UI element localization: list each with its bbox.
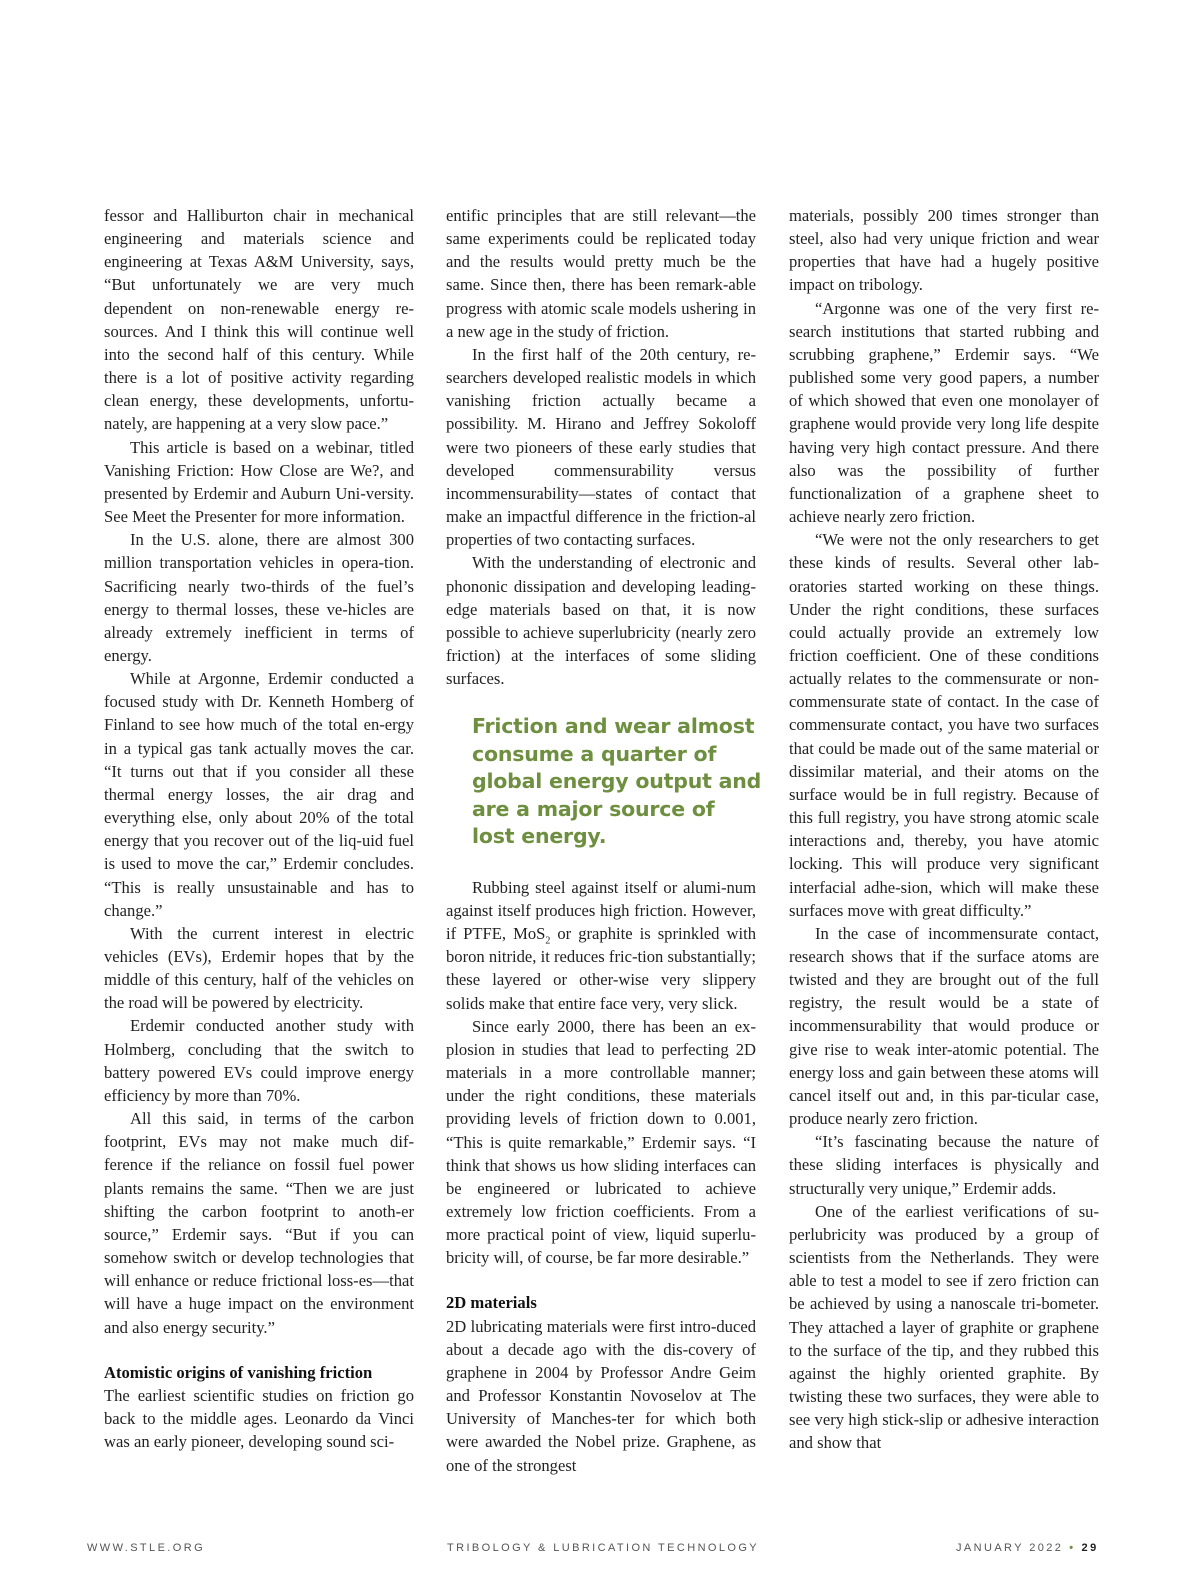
footer-website: WWW.STLE.ORG [87,1542,206,1554]
footer-publication: TRIBOLOGY & LUBRICATION TECHNOLOGY [447,1542,760,1554]
subscript: 2 [545,935,551,947]
paragraph: The earliest scientific studies on friction go back to the middle ages. Leonardo da Vinci was an early pioneer, developing sound sci- [104,1385,414,1452]
paragraph: entific principles that are still relevant—the same experiments could be replicated today and the results would pretty much be the same. Since then, there has been remark-able progress with atomic scale models ushering in a new age in the study of friction. [446,206,756,341]
paragraph: This article is based on a webinar, titled Vanishing Friction: How Close are We?, and presented by Erdemir and Auburn Uni-versity. See Meet the Presenter for more information. [104,437,414,527]
paragraph: Erdemir conducted another study with Holmberg, concluding that the switch to battery powered EVs could improve energy efficiency by more than 70%. [104,1016,414,1105]
paragraph: In the case of incommensurate contact, research shows that if the surface atoms are twisted and they are brought out of the full registry, the result would be a state of incommensurability that would produce or give rise to weak inter-atomic potential. The energy loss and gain between these atoms will cancel itself out and, in this par-ticular case, produce nearly zero friction. [789,923,1099,1129]
paragraph: 2D lubricating materials were first intro-duced about a decade ago with the dis-covery of graphene in 2004 by Professor Andre Geim and Professor Konstantin Novoselov at The University of Manches-ter for which both were awarded the Nobel prize. Graphene, as one of the strongest [446,1316,756,1475]
paragraph: In the U.S. alone, there are almost 300 million transportation vehicles in opera-tion. Sacrificing nearly two-thirds of the fuel’s energy to thermal losses, these ve-hicles are already extremely inefficient in terms of energy. [104,530,414,665]
paragraph: “We were not the only researchers to get these kinds of results. Several other lab-oratories started working on these things. Under the right conditions, these surfaces could actually provide an extremely low friction coefficient. One of these conditions actually relates to the commensurate or non-commensurate state of contact. In the case of commensurate contact, you have two surfaces that could be made out of the same material or dissimilar material, and their atoms on the surface would be in full registry. Because of this full registry, you have strong atomic scale interactions and, thereby, you have atomic locking. This will produce very significant interfacial adhe-sion, which will make these surfaces move with great difficulty.” [789,530,1099,920]
footer-date: JANUARY 2022 [956,1542,1064,1554]
footer-date-page [956,1542,1099,1554]
section-heading: Atomistic origins of vanishing friction [104,1362,373,1382]
section-heading: 2D materials [446,1293,537,1313]
article-column-2 [446,204,762,1477]
footer-separator: • [1069,1542,1076,1554]
paragraph: Since early 2000, there has been an ex-plosion in studies that lead to perfecting 2D materials in a more controllable manner; under the right conditions, these materials providing levels of friction down to 0.001, “This is quite remarkable,” Erdemir says. “I think that shows us how sliding interfaces can be engineered or lubricated to achieve extremely low friction coefficients. From a more practical point of view, liquid superlu-bricity will, of course, be far more desirable.” [446,1016,756,1268]
paragraph: While at Argonne, Erdemir conducted a focused study with Dr. Kenneth Homberg of Finland to see how much of the total en-ergy in a typical gas tank actually moves the car. “It turns out that if you consider all these thermal energy losses, the air drag and everything else, only about 20% of the total energy that you recover out of the liq-uid fuel is used to move the car,” Erdemir concludes. “This is really unsustainable and has to change.” [104,669,414,920]
paragraph: All this said, in terms of the carbon footprint, EVs may not make much dif-ference if the reliance on fossil fuel power plants remains the same. “Then we are just shifting the carbon footprint to anoth-er source,” Erdemir says. “But if you can somehow switch or develop technologies that will enhance or reduce frictional loss-es—that will have a huge impact on the environment and also energy security.” [104,1109,414,1337]
paragraph: materials, possibly 200 times stronger than steel, also had very unique friction and wear properties that have had a hugely positive impact on tribology. [789,206,1099,295]
page-number: 29 [1081,1542,1099,1554]
paragraph: fessor and Halliburton chair in mechanical engineering and materials science and engineering at Texas A&M University, says, “But unfortunately we are very much dependent on non-renewable energy re-sources. And I think this will continue well into the second half of this century. While there is a lot of positive activity regarding clean energy, these developments, unfortu-nately, are happening at a very slow pace.” [104,206,414,434]
paragraph-text: or graphite is sprinkled with boron nitride, it reduces fric-tion substantially; these layered or other-wise very slippery solids make that entire face very, very slick. [446,924,757,1013]
pull-quote: Friction and wear almost consume a quarter of global energy output and are a major source of lost energy. [472,714,762,849]
paragraph: With the current interest in electric vehicles (EVs), Erdemir hopes that by the middle of this century, half of the vehicles on the road will be powered by electricity. [104,923,414,1013]
article-column-1 [104,204,414,1453]
paragraph: In the first half of the 20th century, re-searchers developed realistic models in which vanishing friction actually became a possibility. M. Hirano and Jeffrey Sokoloff were two pioneers of these early studies that developed commensurability versus incommensurability—states of contact that make an impactful difference in the friction-al properties of two contacting surfaces. [446,344,756,550]
paragraph-text: Rubbing steel against itself or alumi-num against itself produces high friction. However, if PTFE, MoS [446,877,756,944]
paragraph: “It’s fascinating because the nature of these sliding interfaces is physically and structurally very unique,” Erdemir adds. [789,1132,1099,1198]
paragraph: “Argonne was one of the very first re-search institutions that started rubbing and scrubbing graphene,” Erdemir says. “We published some very good papers, a number of which showed that even one monolayer of graphene would provide very long life despite having very high contact pressure. And there also was the possibility of further functionalization of a graphene sheet to achieve nearly zero friction. [789,298,1099,527]
paragraph: One of the earliest verifications of su-perlubricity was produced by a group of scientists from the Netherlands. They were able to test a model to see if zero friction can be achieved by using a nanoscale tri-bometer. They attached a layer of graphite or graphene to the surface of the tip, and they rubbed this against the highly oriented graphite. By twisting these two surfaces, they were able to see very high stick-slip or adhesive interaction and show that [789,1201,1099,1453]
paragraph [446,876,756,1015]
article-column-3 [789,204,1099,1454]
paragraph: With the understanding of electronic and phononic dissipation and developing leading-edge materials based on that, it is now possible to achieve superlubricity (nearly zero friction) at the interfaces of some sliding surfaces. [446,553,756,689]
